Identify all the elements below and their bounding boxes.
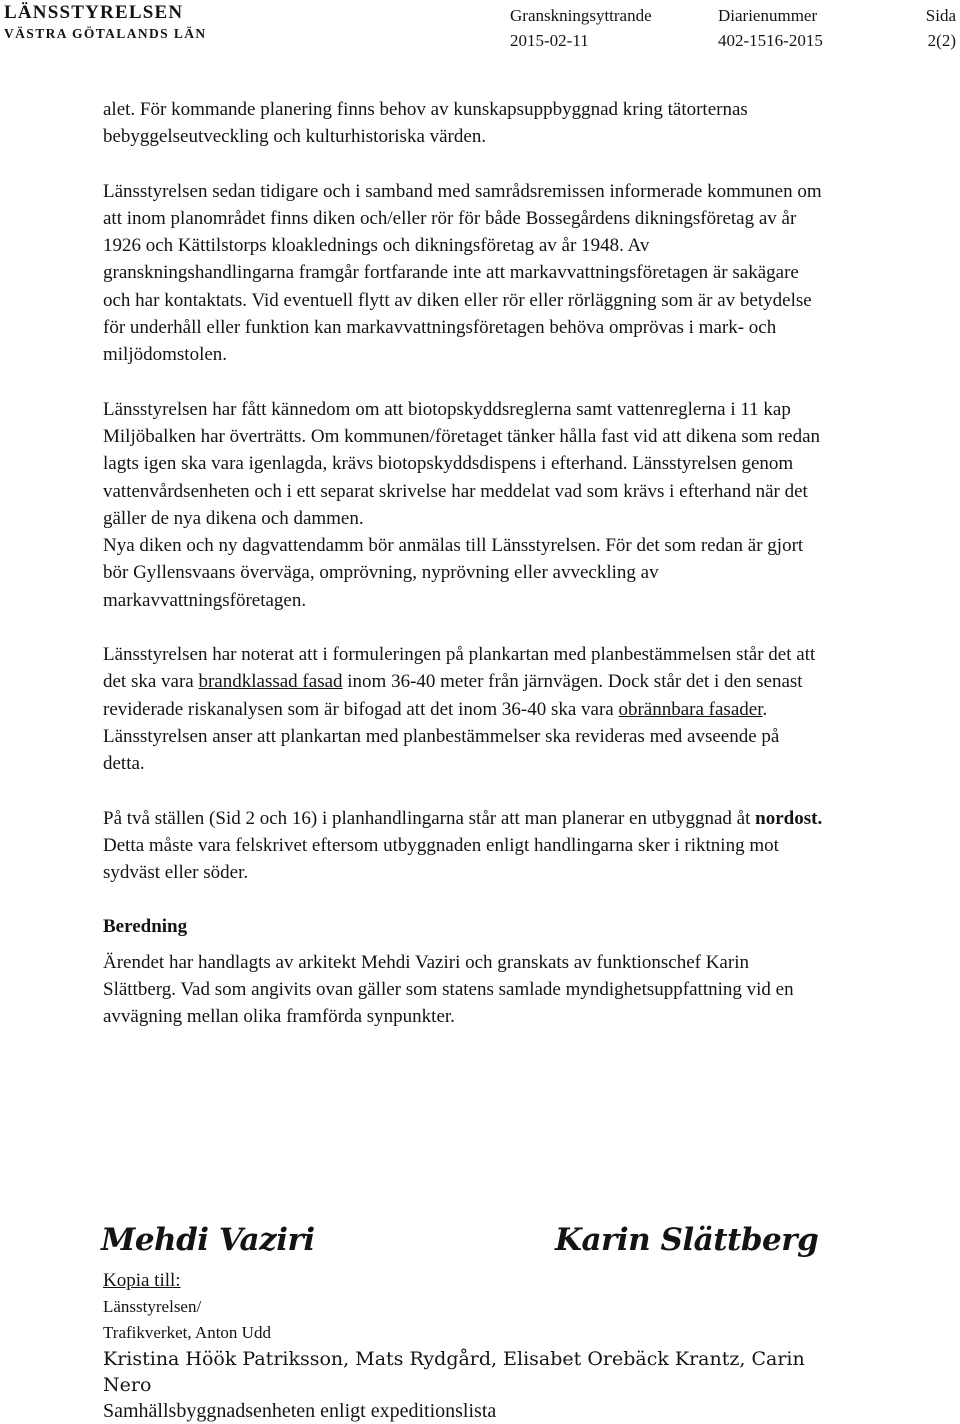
diarienummer-column	[718, 3, 823, 53]
p5-text-b: inom 36-40 meter från järnvägen. Dock står det i den senast reviderade riskanalysen som är bifogad att det inom 36-40 ska vara	[103, 671, 803, 720]
p5-underlined-1: brandklassad fasad	[198, 671, 343, 693]
section-heading: Beredning	[103, 916, 188, 938]
paragraph-1: alet. För kommande planering finns behov av kunskapsuppbyggnad kring tätorternas bebyggelseutveckling och kulturhistoriska värden.	[103, 99, 748, 148]
paragraph-6: Länsstyrelsen anser att plankartan med planbestämmelser ska revideras med avseende på detta.	[103, 725, 780, 775]
copies-label: Kopia till:	[103, 1270, 181, 1291]
doc-date: 2015-02-11	[510, 31, 589, 50]
letter-body	[103, 96, 823, 1031]
agency-logo-name: LÄNSSTYRELSEN	[4, 2, 184, 23]
doc-type-label: Granskningsyttrande	[510, 6, 652, 25]
p7-bold: nordost.	[755, 807, 823, 829]
diarienummer-label: Diarienummer	[718, 6, 818, 25]
copies-line-4: Samhällsbyggnadsenheten enligt expeditionslista	[103, 1400, 497, 1422]
diarienummer-value: 402-1516-2015	[718, 31, 823, 50]
page-column	[905, 3, 956, 53]
paragraph-5	[103, 641, 823, 723]
p5-underlined-2: obrännbara fasader	[618, 698, 763, 720]
paragraph-7	[103, 805, 823, 887]
agency-logo-region: VÄSTRA GÖTALANDS LÄN	[4, 26, 207, 41]
copies-line-3: Kristina Höök Patriksson, Mats Rydgård, Elisabet Orebäck Krantz, Carin Nero	[103, 1348, 805, 1396]
p5-text-a: Länsstyrelsen har noterat att i formuleringen på plankartan med planbestämmelsen står det att det ska vara	[103, 644, 816, 693]
paragraph-4: Nya diken och ny dagvattendamm bör anmälas till Länsstyrelsen. För det som redan är gjort bör Gyllensvaans överväga, omprövning, nyprövning eller avveckling av markavvattningsföretagen.	[103, 535, 804, 611]
doc-type-column	[510, 3, 652, 53]
copies-line-2: Trafikverket, Anton Udd	[103, 1323, 271, 1342]
signature-left: Mehdi Vaziri	[101, 1222, 315, 1258]
copies-line-1: Länsstyrelsen/	[103, 1297, 202, 1316]
page-label: Sida	[925, 6, 956, 25]
signature-right: Karin Slättberg	[555, 1222, 819, 1258]
p7-text-a: På två ställen (Sid 2 och 16) i planhandlingarna står att man planerar en utbyggnad åt	[103, 807, 756, 829]
paragraph-8: Ärendet har handlagts av arkitekt Mehdi Vaziri och granskats av funktionschef Karin Slättberg. Vad som angivits ovan gäller som statens samlade myndighetsuppfattning vid en avvägning mellan olika framförda synpunkter.	[103, 951, 794, 1028]
p5-text-c: .	[762, 698, 768, 720]
copies-section	[103, 1268, 863, 1424]
paragraph-3: Länsstyrelsen har fått kännedom om att biotopskyddsreglerna samt vattenreglerna i 11 kap Miljöbalken har överträtts. Om kommunen/företaget tänker hålla fast vid att dikena som redan lagts igen ska vara igenlagda, krävs biotopskyddsdispens i efterhand. Länsstyrelsen genom vattenvårdsenheten och i ett separat skrivelse har meddelat vad som krävs i efterhand när det gäller de nya dikena och dammen.	[103, 398, 821, 529]
p7-text-b: Detta måste vara felskrivet eftersom utbyggnaden enligt handlingarna sker i riktning mot sydväst eller söder.	[103, 834, 779, 884]
letterhead	[0, 0, 960, 60]
paragraph-2: Länsstyrelsen sedan tidigare och i samband med samrådsremissen informerade kommunen om att inom planområdet finns diken och/eller rör för både Bossegårdens dikningsföretag av år 1926 och Kättilstorps kloaklednings och dikningsföretag av år 1948. Av granskningshandlingarna framgår fortfarande inte att markavvattningsföretagen är sakägare och har kontaktats. Vid eventuell flytt av diken eller rör eller rörläggning som är av betydelse för underhåll eller funktion kan markavvattningsföretagen behöva omprövas i mark- och miljödomstolen.	[103, 180, 822, 366]
page-number: 2(2)	[927, 31, 956, 50]
